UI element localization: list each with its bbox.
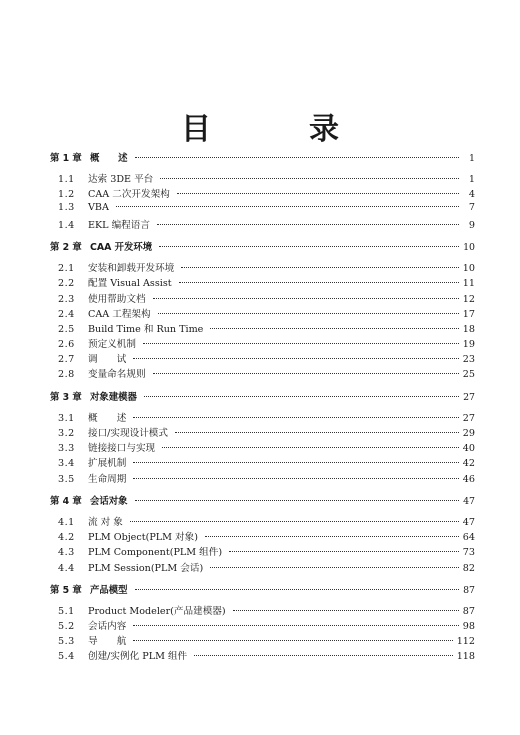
section-title: PLM Session(PLM 会话) <box>88 562 204 574</box>
section-entry[interactable] <box>50 648 475 663</box>
dot-leader <box>233 610 459 611</box>
section-number: 2.2 <box>58 278 75 290</box>
dot-leader <box>133 358 458 359</box>
section-title: 使用帮助文档 <box>88 293 146 305</box>
chapter-page-number: 27 <box>463 391 475 403</box>
section-number: 2.1 <box>58 263 75 275</box>
section-title: 变量命名规则 <box>88 369 146 381</box>
section-number: 2.7 <box>58 354 75 366</box>
section-number: 2.8 <box>58 369 75 381</box>
section-entry[interactable] <box>50 514 475 529</box>
section-page-number: 87 <box>462 605 475 617</box>
section-page-number: 40 <box>462 443 475 455</box>
dot-leader <box>133 417 458 418</box>
section-number: 2.5 <box>58 323 75 335</box>
section-page-number: 46 <box>462 473 475 485</box>
chapter-number: 第 4 章 <box>50 495 82 507</box>
dot-leader <box>133 462 458 463</box>
section-number: 2.4 <box>58 308 75 320</box>
chapter-entry[interactable] <box>50 389 475 404</box>
section-title: 预定义机制 <box>88 339 136 351</box>
section-page-number: 1 <box>468 174 475 186</box>
section-title: 安装和卸载开发环境 <box>88 263 175 275</box>
dot-leader <box>153 298 459 299</box>
section-entry[interactable] <box>50 603 475 618</box>
section-page-number: 112 <box>456 636 475 648</box>
section-page-number: 29 <box>462 428 475 439</box>
dot-leader <box>158 313 459 314</box>
section-entry[interactable] <box>50 291 475 306</box>
chapter-page-number: 87 <box>463 584 475 596</box>
chapter-entry[interactable] <box>50 582 475 597</box>
chapter-title: CAA 开发环境 <box>90 241 153 253</box>
chapter-entry[interactable] <box>50 493 475 508</box>
dot-leader <box>159 246 459 247</box>
section-title: 配置 Visual Assist <box>88 278 172 290</box>
section-title: VBA <box>88 201 109 213</box>
section-number: 3.5 <box>58 473 75 485</box>
section-title: 扩展机制 <box>88 458 127 470</box>
section-page-number: 18 <box>462 323 475 335</box>
section-entry[interactable] <box>50 471 475 486</box>
section-number: 3.1 <box>58 412 75 424</box>
section-number: 1.3 <box>58 201 75 213</box>
section-title: 流 对 象 <box>88 516 123 528</box>
section-number: 1.2 <box>58 189 75 201</box>
chapter-number: 第 5 章 <box>50 584 82 596</box>
dot-leader <box>157 224 459 225</box>
chapter-page-number: 1 <box>469 153 475 164</box>
dot-leader <box>210 328 458 329</box>
section-entry[interactable] <box>50 351 475 366</box>
section-entry[interactable] <box>50 366 475 381</box>
chapter-page-number: 47 <box>463 495 475 507</box>
section-number: 5.3 <box>58 636 75 648</box>
table-of-contents <box>50 150 475 664</box>
dot-leader <box>135 157 459 158</box>
dot-leader <box>135 589 459 590</box>
dot-leader <box>153 373 459 374</box>
section-page-number: 42 <box>462 458 475 470</box>
section-title: 达索 3DE 平台 <box>88 174 154 186</box>
chapter-title: 对象建模器 <box>90 391 137 403</box>
section-entry[interactable] <box>50 306 475 321</box>
spacer <box>50 575 475 582</box>
chapter-title: 会话对象 <box>90 495 128 507</box>
section-title: 接口/实现设计模式 <box>88 428 168 439</box>
section-number: 3.4 <box>58 458 75 470</box>
section-page-number: 17 <box>462 308 475 320</box>
section-entry[interactable] <box>50 171 475 186</box>
chapter-title: 产品模型 <box>90 584 128 596</box>
section-number: 2.3 <box>58 293 75 305</box>
section-entry[interactable] <box>50 202 475 217</box>
section-number: 4.1 <box>58 516 75 528</box>
section-title: PLM Object(PLM 对象) <box>88 532 198 544</box>
dot-leader <box>177 193 459 194</box>
section-page-number: 47 <box>462 516 475 528</box>
dot-leader <box>135 500 459 501</box>
chapter-entry[interactable] <box>50 239 475 254</box>
section-entry[interactable] <box>50 633 475 648</box>
section-title: 链接接口与实现 <box>88 443 156 455</box>
chapter-title: 概 述 <box>90 153 128 164</box>
section-entry[interactable] <box>50 217 475 232</box>
section-entry[interactable] <box>50 440 475 455</box>
section-entry[interactable] <box>50 186 475 201</box>
section-title: Build Time 和 Run Time <box>88 323 204 335</box>
chapter-page-number: 10 <box>463 241 475 253</box>
spacer <box>50 232 475 239</box>
section-number: 4.2 <box>58 532 75 544</box>
section-entry[interactable] <box>50 425 475 440</box>
section-page-number: 9 <box>468 219 475 231</box>
section-title: 导 航 <box>88 636 127 648</box>
section-page-number: 23 <box>462 354 475 366</box>
section-page-number: 73 <box>462 547 475 559</box>
dot-leader <box>181 267 458 268</box>
section-entry[interactable] <box>50 544 475 559</box>
section-page-number: 82 <box>462 562 475 574</box>
chapter-entry[interactable] <box>50 150 475 165</box>
section-title: 创建/实例化 PLM 组件 <box>88 651 188 663</box>
spacer <box>50 486 475 493</box>
dot-leader <box>133 640 452 641</box>
section-title: EKL 编程语言 <box>88 219 150 231</box>
section-number: 5.4 <box>58 651 75 663</box>
section-page-number: 64 <box>462 532 475 544</box>
section-entry[interactable] <box>50 410 475 425</box>
section-page-number: 19 <box>462 339 475 351</box>
section-title: 调 试 <box>88 354 127 366</box>
section-entry[interactable] <box>50 618 475 633</box>
section-number: 3.3 <box>58 443 75 455</box>
section-number: 2.6 <box>58 339 75 351</box>
section-entry[interactable] <box>50 336 475 351</box>
section-page-number: 7 <box>468 201 475 213</box>
section-page-number: 12 <box>462 293 475 305</box>
section-page-number: 10 <box>462 263 475 275</box>
dot-leader <box>133 625 458 626</box>
section-page-number: 118 <box>456 651 475 663</box>
chapter-number: 第 3 章 <box>50 391 82 403</box>
section-number: 4.4 <box>58 562 75 574</box>
chapter-number: 第 2 章 <box>50 241 82 253</box>
section-number: 1.1 <box>58 174 75 186</box>
section-page-number: 27 <box>462 412 475 424</box>
section-page-number: 4 <box>468 189 475 201</box>
dot-leader <box>143 343 459 344</box>
section-entry[interactable] <box>50 560 475 575</box>
dot-leader <box>179 282 459 283</box>
section-title: CAA 工程架构 <box>88 308 151 320</box>
section-number: 5.1 <box>58 605 75 617</box>
section-number: 1.4 <box>58 219 75 231</box>
dot-leader <box>144 396 459 397</box>
section-page-number: 25 <box>462 369 475 381</box>
section-number: 3.2 <box>58 428 75 439</box>
section-entry[interactable] <box>50 275 475 290</box>
dot-leader <box>210 567 459 568</box>
dot-leader <box>116 206 459 207</box>
dot-leader <box>130 521 459 522</box>
section-entry[interactable] <box>50 321 475 336</box>
section-page-number: 98 <box>462 621 475 633</box>
dot-leader <box>205 536 459 537</box>
dot-leader <box>194 655 453 656</box>
dot-leader <box>160 178 459 179</box>
dot-leader <box>162 447 459 448</box>
section-title: CAA 二次开发架构 <box>88 189 170 201</box>
section-number: 4.3 <box>58 547 75 559</box>
section-entry[interactable] <box>50 455 475 470</box>
section-entry[interactable] <box>50 260 475 275</box>
section-entry[interactable] <box>50 529 475 544</box>
dot-leader <box>175 432 459 433</box>
section-title: 会话内容 <box>88 621 127 633</box>
spacer <box>50 382 475 389</box>
page-title: 目 录 <box>181 112 373 147</box>
section-number: 5.2 <box>58 621 75 633</box>
dot-leader <box>229 551 459 552</box>
section-title: PLM Component(PLM 组件) <box>88 547 223 559</box>
section-title: Product Modeler(产品建模器) <box>88 605 226 617</box>
section-page-number: 11 <box>462 278 475 290</box>
dot-leader <box>133 478 458 479</box>
section-title: 概 述 <box>88 412 127 424</box>
chapter-number: 第 1 章 <box>50 153 82 164</box>
section-title: 生命周期 <box>88 473 127 485</box>
